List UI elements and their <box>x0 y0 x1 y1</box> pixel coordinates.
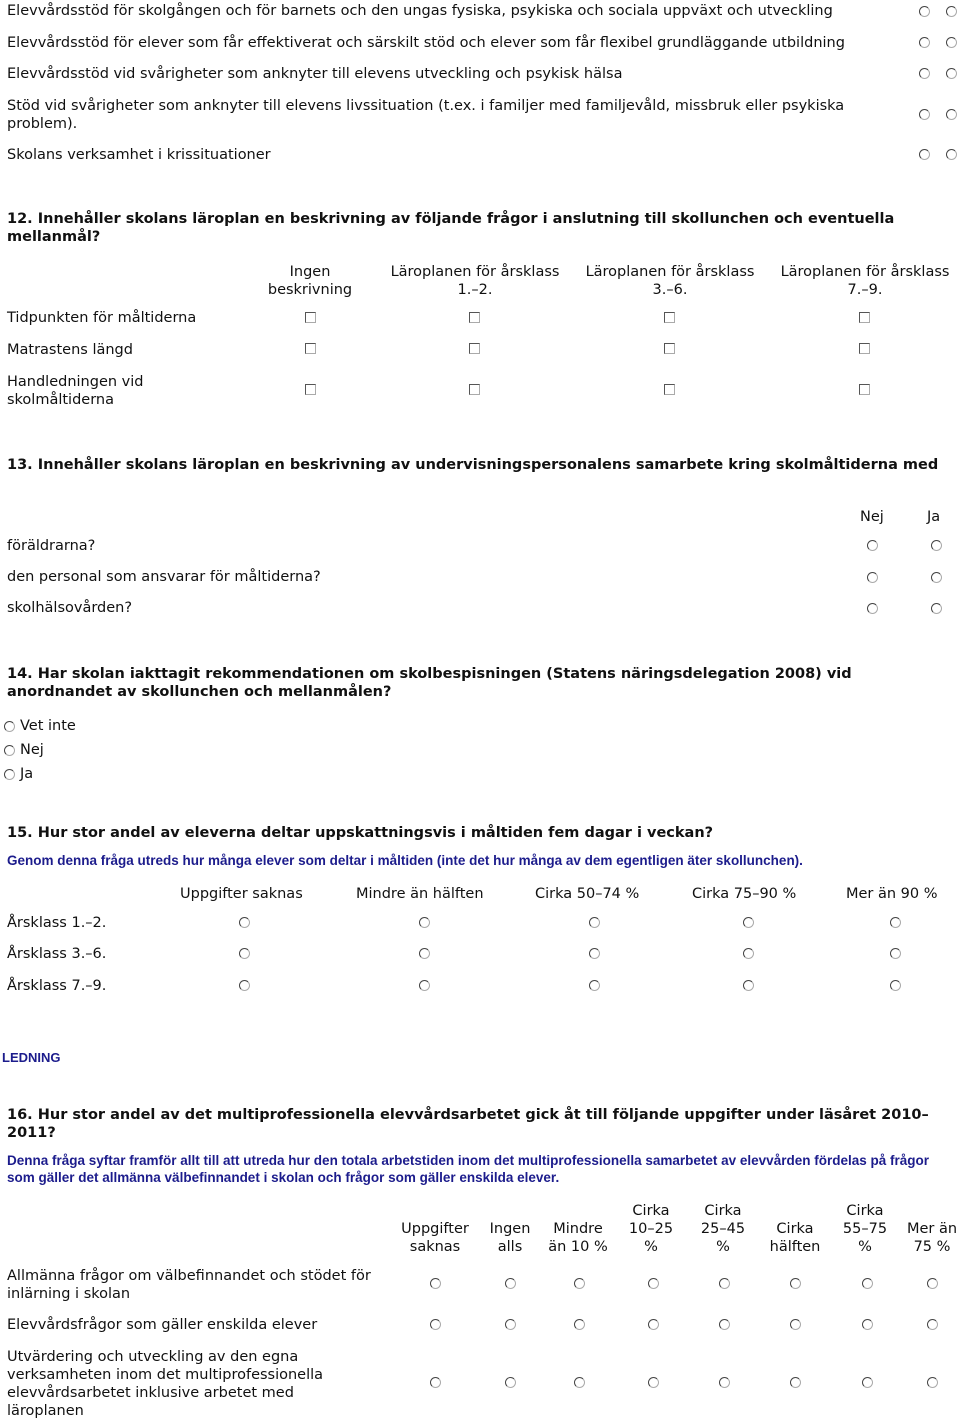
checkbox[interactable] <box>664 384 675 395</box>
option-label: Vet inte <box>20 718 76 734</box>
row-label: Årsklass 1.–2. <box>7 915 107 931</box>
radio-option[interactable] <box>946 68 957 79</box>
section-heading: LEDNING <box>2 1050 61 1065</box>
column-header: Mindre än hälften <box>356 886 484 902</box>
top-row-label: Elevvårdsstöd för skolgången och för barnets och den ungas fysiska, psykiska och sociala uppväxt och utveckling <box>7 3 833 19</box>
radio-option[interactable] <box>419 917 430 928</box>
top-row-label: Elevvårdsstöd för elever som får effektiverat och särskilt stöd och elever som får flexibel grundläggande utbildning <box>7 35 845 51</box>
checkbox[interactable] <box>664 312 675 323</box>
top-row-label: Skolans verksamhet i krissituationer <box>7 147 271 163</box>
radio-option[interactable] <box>4 745 15 756</box>
radio-option[interactable] <box>505 1319 516 1330</box>
radio-option[interactable] <box>719 1319 730 1330</box>
column-header: Mer än 75 % <box>906 1221 958 1255</box>
radio-option[interactable] <box>648 1377 659 1388</box>
radio-option[interactable] <box>931 603 942 614</box>
radio-option[interactable] <box>790 1278 801 1289</box>
radio-option[interactable] <box>4 721 15 732</box>
row-label: Allmänna frågor om välbefinnandet och stödet för inlärning i skolan <box>7 1268 371 1302</box>
checkbox[interactable] <box>664 343 675 354</box>
radio-option[interactable] <box>867 603 878 614</box>
radio-option[interactable] <box>927 1319 938 1330</box>
row-label: skolhälsovården? <box>7 600 133 616</box>
radio-option[interactable] <box>239 948 250 959</box>
radio-option[interactable] <box>867 540 878 551</box>
question-title: 15. Hur stor andel av eleverna deltar uppskattningsvis i måltiden fem dagar i veckan? <box>7 825 714 841</box>
radio-option[interactable] <box>890 917 901 928</box>
question-title: 14. Har skolan iakttagit rekommendationen om skolbespisningen (Statens näringsdelegation 2008) vid anordnandet av skollunchen och mellanmålen? <box>7 666 852 700</box>
radio-option[interactable] <box>862 1377 873 1388</box>
row-label: föräldrarna? <box>7 538 96 554</box>
radio-option[interactable] <box>946 149 957 160</box>
radio-option[interactable] <box>862 1319 873 1330</box>
radio-option[interactable] <box>574 1377 585 1388</box>
radio-option[interactable] <box>919 149 930 160</box>
column-header: Cirka hälften <box>769 1221 821 1255</box>
row-label: Tidpunkten för måltiderna <box>7 310 197 326</box>
checkbox[interactable] <box>859 343 870 354</box>
checkbox[interactable] <box>305 384 316 395</box>
radio-option[interactable] <box>919 109 930 120</box>
radio-option[interactable] <box>419 948 430 959</box>
radio-option[interactable] <box>589 917 600 928</box>
top-row-label: Stöd vid svårigheter som anknyter till elevens livssituation (t.ex. i familjer med familjevåld, missbruk eller psykiska problem). <box>7 98 845 132</box>
radio-option[interactable] <box>919 68 930 79</box>
column-header: Mer än 90 % <box>846 886 938 902</box>
checkbox[interactable] <box>469 384 480 395</box>
option-label: Nej <box>20 742 44 758</box>
radio-option[interactable] <box>790 1377 801 1388</box>
question-title: 16. Hur stor andel av det multiprofessionella elevvårdsarbetet gick åt till följande uppgifter under läsåret 2010–2011? <box>7 1107 929 1141</box>
radio-option[interactable] <box>719 1278 730 1289</box>
column-header: Läroplanen för årsklass 7.–9. <box>780 264 950 298</box>
row-label: Elevvårdsfrågor som gäller enskilda elever <box>7 1317 318 1333</box>
question-note: Genom denna fråga utreds hur många elever som deltar i måltiden (inte det hur många av dem egentligen äter skollunchen). <box>7 853 803 868</box>
radio-option[interactable] <box>430 1278 441 1289</box>
radio-option[interactable] <box>927 1377 938 1388</box>
question-title: 13. Innehåller skolans läroplan en beskrivning av undervisningspersonalens samarbete kring skolmåltiderna med <box>7 457 939 473</box>
radio-option[interactable] <box>574 1278 585 1289</box>
checkbox[interactable] <box>859 312 870 323</box>
option-label: Ja <box>20 766 34 782</box>
radio-option[interactable] <box>4 769 15 780</box>
column-header: Cirka 10–25 % <box>628 1203 674 1255</box>
row-label: Årsklass 7.–9. <box>7 978 107 994</box>
radio-option[interactable] <box>430 1377 441 1388</box>
radio-option[interactable] <box>430 1319 441 1330</box>
row-label: den personal som ansvarar för måltiderna? <box>7 569 321 585</box>
radio-option[interactable] <box>419 980 430 991</box>
column-header: Mindre än 10 % <box>548 1221 608 1255</box>
checkbox[interactable] <box>305 312 316 323</box>
row-label: Handledningen vid skolmåltiderna <box>7 374 144 408</box>
radio-option[interactable] <box>790 1319 801 1330</box>
radio-option[interactable] <box>890 948 901 959</box>
radio-option[interactable] <box>919 6 930 17</box>
radio-option[interactable] <box>867 572 878 583</box>
column-header: Ingen alls <box>489 1221 531 1255</box>
radio-option[interactable] <box>648 1319 659 1330</box>
column-header: Ja <box>927 509 941 525</box>
top-row-label: Elevvårdsstöd vid svårigheter som anknyter till elevens utveckling och psykisk hälsa <box>7 66 623 82</box>
radio-option[interactable] <box>505 1278 516 1289</box>
radio-option[interactable] <box>743 948 754 959</box>
radio-option[interactable] <box>589 980 600 991</box>
radio-option[interactable] <box>862 1278 873 1289</box>
radio-option[interactable] <box>743 917 754 928</box>
column-header: Uppgifter saknas <box>401 1221 469 1255</box>
radio-option[interactable] <box>743 980 754 991</box>
radio-option[interactable] <box>927 1278 938 1289</box>
radio-option[interactable] <box>719 1377 730 1388</box>
column-header: Cirka 50–74 % <box>535 886 640 902</box>
radio-option[interactable] <box>574 1319 585 1330</box>
column-header: Cirka 25–45 % <box>700 1203 746 1255</box>
column-header: Läroplanen för årsklass 1.–2. <box>390 264 560 298</box>
column-header: Cirka 75–90 % <box>692 886 797 902</box>
column-header: Uppgifter saknas <box>180 886 303 902</box>
radio-option[interactable] <box>946 37 957 48</box>
question-note: Denna fråga syftar framför allt till att utreda hur den totala arbetstiden inom det multiprofessionella samarbetet av elevvården fördelas på frågor som gäller det allmänna välbefinnandet i skolan och frågor som gäller enskilda elever. <box>7 1153 929 1185</box>
checkbox[interactable] <box>469 312 480 323</box>
radio-option[interactable] <box>648 1278 659 1289</box>
radio-option[interactable] <box>890 980 901 991</box>
radio-option[interactable] <box>589 948 600 959</box>
radio-option[interactable] <box>919 37 930 48</box>
radio-option[interactable] <box>505 1377 516 1388</box>
column-header: Ingen beskrivning <box>267 264 353 298</box>
row-label: Matrastens längd <box>7 342 133 358</box>
checkbox[interactable] <box>305 343 316 354</box>
column-header: Läroplanen för årsklass 3.–6. <box>585 264 755 298</box>
row-label: Utvärdering och utveckling av den egna verksamheten inom det multiprofessionella elevvårdsarbetet inklusive arbetet med läroplanen <box>7 1349 324 1419</box>
column-header: Nej <box>860 509 884 525</box>
radio-option[interactable] <box>946 109 957 120</box>
radio-option[interactable] <box>931 572 942 583</box>
row-label: Årsklass 3.–6. <box>7 946 107 962</box>
column-header: Cirka 55–75 % <box>842 1203 888 1255</box>
radio-option[interactable] <box>946 6 957 17</box>
checkbox[interactable] <box>469 343 480 354</box>
question-title: 12. Innehåller skolans läroplan en beskrivning av följande frågor i anslutning till skollunchen och eventuella mellanmål? <box>7 211 895 245</box>
radio-option[interactable] <box>239 917 250 928</box>
radio-option[interactable] <box>239 980 250 991</box>
checkbox[interactable] <box>859 384 870 395</box>
radio-option[interactable] <box>931 540 942 551</box>
